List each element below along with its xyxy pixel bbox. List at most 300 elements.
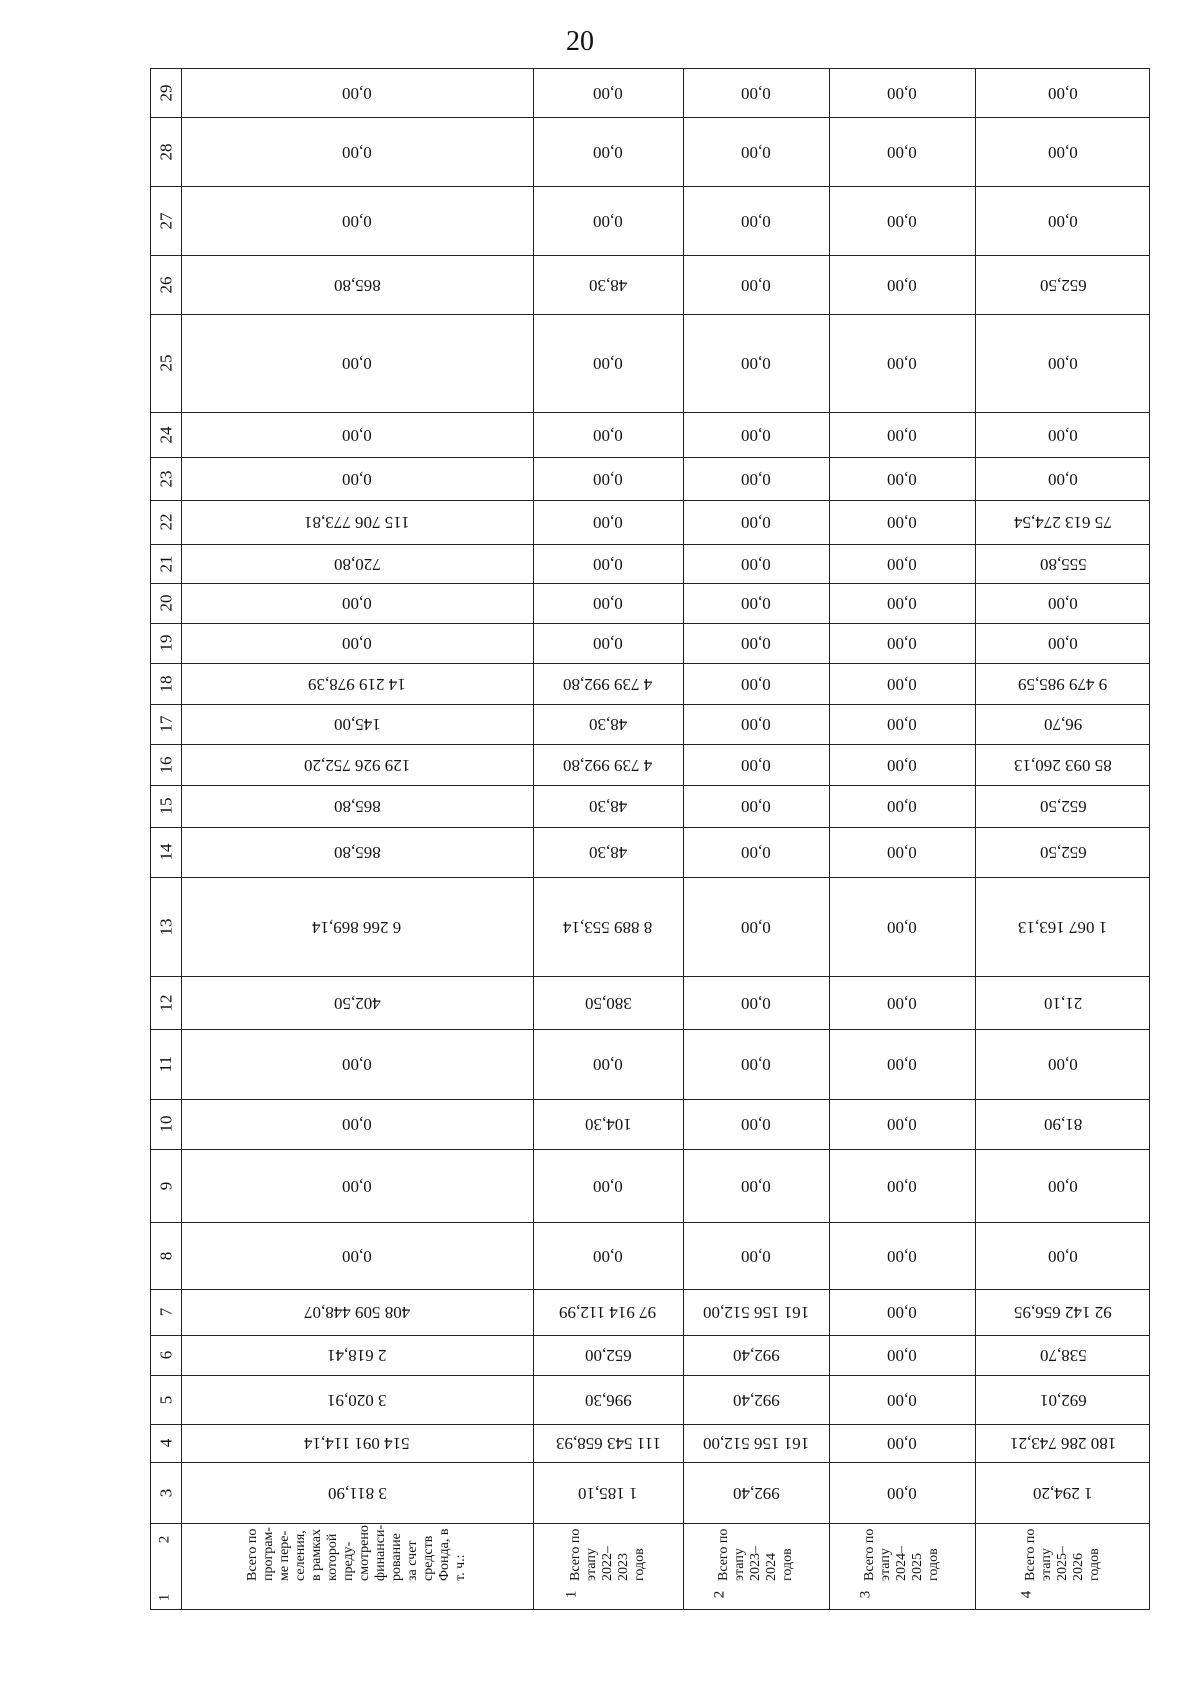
- cell-value: 865,80: [333, 275, 381, 295]
- cell-stage-2: [683, 827, 829, 877]
- cell-value: 0,00: [593, 142, 623, 162]
- row-number: [151, 1149, 181, 1222]
- cell-value: 180 286 743,21: [1009, 1434, 1117, 1453]
- cell-stage-3: [829, 1149, 975, 1222]
- cell-value: 0,00: [887, 425, 917, 445]
- row-number: [151, 827, 181, 877]
- cell-total: [181, 1149, 533, 1222]
- cell-stage-1: [533, 544, 683, 583]
- header-text: Всего по этапу 2022– 2023 годов: [568, 1528, 647, 1581]
- cell-value: 0,00: [741, 1115, 771, 1134]
- cell-total: [181, 744, 533, 785]
- cell-value: 865,80: [333, 797, 381, 816]
- row-number-text: 21: [156, 555, 175, 572]
- cell-value: 0,00: [741, 1176, 771, 1196]
- cell-stage-1: [533, 1462, 683, 1523]
- cell-total: [181, 457, 533, 500]
- cell-value: 0,00: [887, 354, 917, 373]
- row-number-text: 6: [156, 1350, 175, 1360]
- cell-value: 0,00: [741, 513, 771, 532]
- row-number: [151, 314, 181, 412]
- cell-stage-2: [683, 1424, 829, 1462]
- cell-value: 48,30: [588, 843, 628, 862]
- row-number-text: 27: [156, 212, 175, 229]
- cell-value: 0,00: [741, 469, 771, 489]
- cell-total: [181, 877, 533, 976]
- cell-stage-4: [975, 544, 1151, 583]
- cell-stage-4: [975, 314, 1151, 412]
- cell-stage-3: [829, 1222, 975, 1289]
- row-number: [151, 69, 181, 117]
- cell-stage-1: [533, 1424, 683, 1462]
- cell-total: [181, 412, 533, 457]
- cell-stage-4: [975, 1099, 1151, 1149]
- cell-stage-2: [683, 69, 829, 117]
- cell-value: 0,00: [741, 211, 771, 231]
- header-text: Всего по програм- ме пере- селения, в рамках которой преду- смотрено финанси- рование за счет средств Фонда, в т. ч.:: [245, 1524, 468, 1581]
- cell-value: 48,30: [588, 275, 628, 295]
- cell-stage-3: [829, 1289, 975, 1335]
- cell-stage-1: [533, 827, 683, 877]
- cell-value: 0,00: [887, 142, 917, 162]
- cell-stage-3: [829, 1335, 975, 1375]
- row-number: [151, 1335, 181, 1375]
- row-number-text: 5: [156, 1395, 175, 1404]
- cell-value: 3 020,91: [327, 1390, 387, 1410]
- cell-stage-4: [975, 1375, 1151, 1424]
- cell-total: [181, 1289, 533, 1335]
- cell-value: 1 185,10: [578, 1483, 638, 1503]
- row-number: [151, 785, 181, 827]
- cell-value: 0,00: [741, 843, 771, 862]
- row-number: [151, 1222, 181, 1289]
- cell-value: 0,00: [741, 755, 771, 775]
- cell-value: 115 706 773,81: [304, 513, 410, 532]
- cell-value: 0,00: [741, 634, 771, 653]
- cell-total: [181, 1029, 533, 1099]
- cell-value: 14 219 978,39: [308, 674, 406, 694]
- row-number: [151, 457, 181, 500]
- cell-value: 0,00: [887, 1176, 917, 1196]
- cell-stage-3: [829, 785, 975, 827]
- cell-value: 0,00: [741, 993, 771, 1013]
- cell-stage-4: [975, 1222, 1151, 1289]
- cell-total: [181, 1424, 533, 1462]
- page-number: 20: [566, 26, 594, 57]
- cell-total: [181, 1375, 533, 1424]
- cell-stage-3: [829, 663, 975, 704]
- cell-stage-4: [975, 744, 1151, 785]
- cell-stage-2: [683, 457, 829, 500]
- cell-value: 0,00: [741, 354, 771, 373]
- row-number-text: 22: [156, 513, 175, 531]
- cell-stage-1: [533, 785, 683, 827]
- cell-stage-4: [975, 1029, 1151, 1099]
- cell-stage-3: [829, 1099, 975, 1149]
- cell-value: 0,00: [593, 554, 623, 574]
- cell-stage-3: [829, 704, 975, 744]
- row-number-text: 16: [156, 756, 175, 773]
- cell-stage-3: [829, 1424, 975, 1462]
- cell-value: 4 739 992,80: [563, 755, 653, 775]
- row-number: [151, 1099, 181, 1149]
- cell-value: 0,00: [887, 843, 917, 862]
- stage-number: 4: [1018, 1590, 1035, 1599]
- cell-value: 0,00: [887, 634, 917, 653]
- cell-stage-2: [683, 877, 829, 976]
- cell-stage-3: [829, 583, 975, 623]
- cell-stage-2: [683, 744, 829, 785]
- header-text: Всего по этапу 2025– 2026 годов: [1023, 1528, 1102, 1581]
- cell-stage-3: [829, 623, 975, 663]
- cell-value: 514 091 114,14: [304, 1434, 410, 1453]
- cell-value: 0,00: [342, 1176, 372, 1196]
- cell-total: [181, 1335, 533, 1375]
- cell-stage-4: [975, 186, 1151, 255]
- cell-value: 9 479 985,59: [1018, 674, 1108, 694]
- row-number: [151, 744, 181, 785]
- row-number-text: 26: [156, 276, 175, 293]
- cell-stage-1: [533, 1289, 683, 1335]
- header-text: Всего по этапу 2023– 2024 годов: [716, 1528, 795, 1581]
- cell-value: 0,00: [342, 211, 372, 231]
- cell-value: 0,00: [1048, 142, 1078, 162]
- row-number: [151, 623, 181, 663]
- cell-value: 865,80: [333, 843, 381, 862]
- stage-number: 2: [711, 1590, 728, 1599]
- cell-value: 0,00: [887, 1390, 917, 1410]
- row-number: [151, 186, 181, 255]
- cell-stage-4: [975, 704, 1151, 744]
- cell-value: 0,00: [342, 634, 372, 653]
- cell-value: 0,00: [887, 1346, 917, 1365]
- cell-value: 0,00: [342, 1115, 372, 1134]
- cell-total: [181, 583, 533, 623]
- cell-value: 75 613 274,54: [1014, 513, 1112, 532]
- cell-stage-4: [975, 663, 1151, 704]
- cell-stage-4: [975, 976, 1151, 1029]
- cell-value: 0,00: [887, 211, 917, 231]
- cell-stage-3: [829, 827, 975, 877]
- cell-value: 92 142 656,95: [1014, 1303, 1112, 1322]
- cell-stage-2: [683, 785, 829, 827]
- cell-stage-3: [829, 877, 975, 976]
- cell-stage-4: [975, 877, 1151, 976]
- row-number: [151, 976, 181, 1029]
- cell-value: 104,30: [584, 1115, 632, 1134]
- cell-value: 0,00: [887, 674, 917, 694]
- cell-value: 0,00: [342, 142, 372, 162]
- cell-stage-2: [683, 1029, 829, 1099]
- row-number-text: 8: [156, 1251, 175, 1260]
- cell-stage-3: [829, 976, 975, 1029]
- cell-stage-4: [975, 583, 1151, 623]
- cell-total: [181, 500, 533, 544]
- row-number-text: 3: [156, 1488, 175, 1497]
- cell-stage-1: [533, 744, 683, 785]
- row-number: [151, 1029, 181, 1099]
- cell-value: 996,30: [584, 1390, 632, 1410]
- cell-value: 652,50: [1039, 797, 1087, 816]
- cell-stage-3: [829, 117, 975, 186]
- cell-value: 0,00: [593, 634, 623, 653]
- cell-value: 408 509 448,07: [303, 1303, 411, 1322]
- row-number: [151, 255, 181, 314]
- cell-value: 0,00: [887, 84, 917, 103]
- cell-value: 0,00: [1048, 469, 1078, 489]
- header-col-number: 2: [156, 1535, 173, 1544]
- row-number-text: 25: [156, 354, 175, 372]
- row-number: [151, 412, 181, 457]
- header-stage-1: [533, 1523, 683, 1585]
- cell-value: 0,00: [593, 425, 623, 445]
- cell-value: 0,00: [741, 1055, 771, 1074]
- cell-value: 4 739 992,80: [563, 674, 653, 694]
- cell-stage-1: [533, 704, 683, 744]
- cell-value: 0,00: [593, 1246, 623, 1266]
- cell-stage-2: [683, 1289, 829, 1335]
- cell-stage-1: [533, 623, 683, 663]
- cell-total: [181, 186, 533, 255]
- cell-value: 0,00: [1048, 634, 1078, 653]
- cell-value: 0,00: [741, 554, 771, 574]
- row-number-text: 4: [156, 1438, 175, 1448]
- cell-total: [181, 827, 533, 877]
- row-number: [151, 583, 181, 623]
- cell-value: 0,00: [887, 513, 917, 532]
- cell-stage-1: [533, 877, 683, 976]
- cell-total: [181, 785, 533, 827]
- row-number: [151, 704, 181, 744]
- cell-value: 0,00: [342, 1055, 372, 1074]
- cell-value: 0,00: [887, 469, 917, 489]
- cell-stage-3: [829, 412, 975, 457]
- cell-stage-4: [975, 827, 1151, 877]
- cell-value: 0,00: [887, 1434, 917, 1453]
- cell-value: 652,50: [1039, 275, 1087, 295]
- cell-value: 0,00: [741, 1246, 771, 1266]
- cell-stage-2: [683, 623, 829, 663]
- cell-value: 96,70: [1043, 715, 1083, 734]
- cell-total: [181, 117, 533, 186]
- row-number-text: 19: [156, 634, 175, 652]
- cell-value: 0,00: [593, 84, 623, 103]
- row-number: [151, 1424, 181, 1462]
- cell-stage-1: [533, 1335, 683, 1375]
- cell-total: [181, 663, 533, 704]
- cell-stage-1: [533, 314, 683, 412]
- row-number-text: 20: [156, 594, 175, 612]
- cell-value: 85 093 260,13: [1014, 755, 1112, 775]
- row-number: [151, 1462, 181, 1523]
- cell-value: 97 914 112,99: [559, 1303, 657, 1322]
- cell-value: 0,00: [1048, 1176, 1078, 1196]
- header-stage-2: [683, 1523, 829, 1585]
- cell-value: 652,50: [1039, 843, 1087, 862]
- cell-value: 48,30: [588, 797, 628, 816]
- cell-stage-4: [975, 623, 1151, 663]
- cell-stage-2: [683, 186, 829, 255]
- cell-stage-1: [533, 117, 683, 186]
- cell-value: 145,00: [333, 715, 381, 734]
- row-number-text: 11: [156, 1055, 175, 1073]
- cell-value: 8 889 553,14: [563, 917, 653, 937]
- cell-value: 992,40: [732, 1483, 780, 1503]
- cell-stage-2: [683, 583, 829, 623]
- cell-value: 111 543 658,93: [555, 1434, 661, 1453]
- cell-value: 992,40: [732, 1346, 780, 1365]
- cell-total: [181, 314, 533, 412]
- row-number: [151, 117, 181, 186]
- row-number: [151, 1375, 181, 1424]
- cell-stage-4: [975, 1424, 1151, 1462]
- row-number: [151, 663, 181, 704]
- cell-value: 0,00: [1048, 84, 1078, 103]
- stage-number: 3: [857, 1590, 874, 1599]
- cell-value: 992,40: [732, 1390, 780, 1410]
- cell-value: 161 156 512,00: [702, 1434, 810, 1453]
- cell-stage-2: [683, 117, 829, 186]
- cell-total: [181, 1222, 533, 1289]
- cell-value: 0,00: [342, 354, 372, 373]
- cell-stage-2: [683, 1222, 829, 1289]
- cell-stage-3: [829, 500, 975, 544]
- row-number: [151, 1289, 181, 1335]
- cell-stage-2: [683, 1099, 829, 1149]
- cell-value: 402,50: [333, 993, 381, 1013]
- cell-total: [181, 704, 533, 744]
- cell-value: 0,00: [342, 84, 372, 103]
- cell-stage-2: [683, 704, 829, 744]
- cell-total: [181, 623, 533, 663]
- cell-total: [181, 255, 533, 314]
- cell-stage-4: [975, 1289, 1151, 1335]
- cell-stage-2: [683, 1149, 829, 1222]
- cell-stage-1: [533, 1149, 683, 1222]
- header-total: [181, 1523, 533, 1585]
- cell-value: 0,00: [741, 917, 771, 937]
- cell-value: 1 294,20: [1033, 1483, 1093, 1503]
- cell-stage-2: [683, 1462, 829, 1523]
- cell-value: 0,00: [887, 715, 917, 734]
- cell-value: 0,00: [887, 755, 917, 775]
- cell-stage-3: [829, 1462, 975, 1523]
- cell-stage-2: [683, 412, 829, 457]
- cell-value: 0,00: [593, 1176, 623, 1196]
- cell-value: 0,00: [887, 554, 917, 574]
- cell-stage-1: [533, 186, 683, 255]
- header-stage-4: [975, 1523, 1151, 1585]
- cell-stage-1: [533, 1099, 683, 1149]
- cell-stage-3: [829, 544, 975, 583]
- cell-total: [181, 976, 533, 1029]
- row-number-text: 18: [156, 675, 175, 692]
- cell-stage-2: [683, 255, 829, 314]
- cell-value: 0,00: [887, 275, 917, 295]
- cell-total: [181, 69, 533, 117]
- cell-stage-1: [533, 412, 683, 457]
- cell-value: 0,00: [593, 513, 623, 532]
- cell-value: 0,00: [342, 469, 372, 489]
- cell-total: [181, 1099, 533, 1149]
- cell-stage-3: [829, 1029, 975, 1099]
- cell-stage-4: [975, 255, 1151, 314]
- cell-value: 0,00: [741, 594, 771, 613]
- row-number-text: 28: [156, 143, 175, 160]
- stage-number: 1: [563, 1590, 580, 1599]
- cell-value: 0,00: [593, 1055, 623, 1074]
- cell-stage-1: [533, 255, 683, 314]
- row-number-text: 12: [156, 994, 175, 1011]
- cell-stage-2: [683, 1375, 829, 1424]
- cell-value: 380,50: [584, 993, 632, 1013]
- row-number-text: 14: [156, 843, 175, 861]
- cell-value: 81,90: [1043, 1115, 1083, 1134]
- cell-value: 0,00: [593, 354, 623, 373]
- cell-stage-3: [829, 457, 975, 500]
- cell-value: 692,01: [1039, 1390, 1087, 1410]
- row-number-text: 9: [156, 1181, 175, 1190]
- cell-total: [181, 1462, 533, 1523]
- cell-value: 0,00: [887, 1483, 917, 1503]
- cell-stage-2: [683, 544, 829, 583]
- cell-stage-1: [533, 976, 683, 1029]
- row-number: [151, 877, 181, 976]
- cell-value: 0,00: [741, 674, 771, 694]
- cell-value: 0,00: [342, 1246, 372, 1266]
- cell-stage-3: [829, 744, 975, 785]
- cell-stage-1: [533, 663, 683, 704]
- cell-stage-4: [975, 117, 1151, 186]
- cell-stage-1: [533, 1029, 683, 1099]
- cell-total: [181, 544, 533, 583]
- row-number-text: 23: [156, 470, 175, 487]
- cell-stage-1: [533, 69, 683, 117]
- cell-stage-3: [829, 186, 975, 255]
- cell-stage-2: [683, 314, 829, 412]
- cell-value: 0,00: [887, 1115, 917, 1134]
- row-number-text: 24: [156, 426, 175, 443]
- cell-stage-2: [683, 663, 829, 704]
- cell-value: 0,00: [887, 917, 917, 937]
- cell-value: 1 067 163,13: [1018, 917, 1108, 937]
- cell-value: 0,00: [1048, 425, 1078, 445]
- cell-stage-1: [533, 500, 683, 544]
- cell-value: 0,00: [1048, 594, 1078, 613]
- row-number: [151, 544, 181, 583]
- cell-stage-1: [533, 1375, 683, 1424]
- cell-stage-3: [829, 69, 975, 117]
- row-number-text: 7: [156, 1307, 175, 1317]
- cell-value: 48,30: [588, 715, 628, 734]
- cell-value: 0,00: [887, 993, 917, 1013]
- cell-value: 0,00: [741, 425, 771, 445]
- cell-value: 720,80: [333, 554, 381, 574]
- row-number-text: 15: [156, 797, 175, 815]
- cell-stage-4: [975, 785, 1151, 827]
- cell-stage-4: [975, 457, 1151, 500]
- header-stage-3: [829, 1523, 975, 1585]
- cell-stage-2: [683, 500, 829, 544]
- cell-stage-4: [975, 69, 1151, 117]
- cell-value: 0,00: [887, 1055, 917, 1074]
- cell-value: 0,00: [1048, 1055, 1078, 1074]
- cell-stage-4: [975, 1149, 1151, 1222]
- cell-value: 0,00: [1048, 1246, 1078, 1266]
- cell-stage-4: [975, 1335, 1151, 1375]
- row-number-text: 13: [156, 918, 175, 935]
- row-number-text: 10: [156, 1115, 175, 1133]
